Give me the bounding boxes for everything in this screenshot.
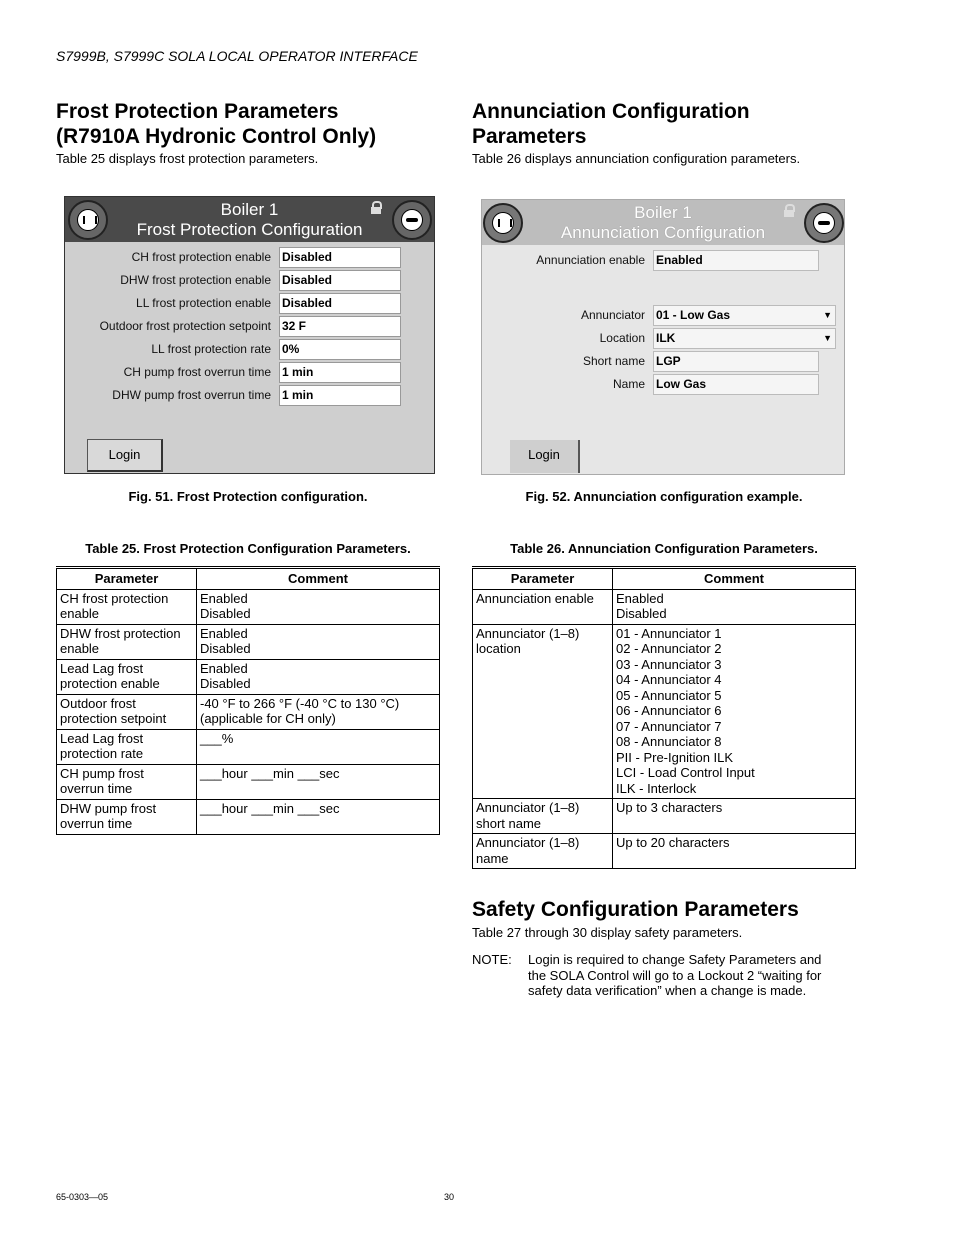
table-row — [57, 589, 440, 624]
cell-line: (applicable for CH only) — [200, 711, 336, 726]
screen-title-line2: Annunciation Configuration — [560, 223, 766, 242]
cell-line: name — [476, 850, 509, 866]
cell-line: protection rate — [60, 746, 144, 761]
note-line: Login is required to change Safety Parameters and — [528, 952, 822, 967]
annunciation-heading-line2: Parameters — [472, 125, 587, 148]
cell-line: CH pump frost — [60, 765, 144, 781]
table-26-caption: Table 26. Annunciation Configuration Parameters. — [510, 541, 818, 556]
ll-frost-enable-field[interactable]: Disabled — [279, 293, 401, 314]
cell-line: ___hour ___min ___sec — [200, 765, 340, 781]
frost-intro: Table 25 displays frost protection parameters. — [56, 151, 319, 166]
screen-title-line1: Boiler 1 — [634, 203, 692, 222]
ll-frost-rate-field[interactable]: 0% — [279, 339, 401, 360]
safety-heading: Safety Configuration Parameters — [472, 898, 799, 921]
dhw-frost-enable-field[interactable]: Disabled — [279, 270, 401, 291]
cell-line: short name — [476, 815, 542, 831]
note-line: safety data verification” when a change is made. — [528, 983, 807, 998]
cell-line: overrun time — [60, 781, 133, 796]
cell-line: enable — [60, 606, 100, 621]
lock-icon — [784, 204, 794, 216]
back-icon[interactable] — [392, 200, 432, 240]
cell-line: LCI - Load Control Input — [616, 765, 755, 780]
cell-line: DHW pump frost — [60, 800, 157, 816]
cell-line: Lead Lag frost — [60, 730, 144, 746]
cell-line: 02 - Annunciator 2 — [616, 641, 722, 656]
cell-line: enable — [60, 641, 100, 656]
cell-line: Annunciator (1–8) — [476, 835, 580, 850]
home-icon[interactable] — [68, 200, 108, 240]
cell-line: protection enable — [60, 676, 160, 691]
cell-line: Disabled — [616, 606, 667, 621]
annunciation-enable-field[interactable]: Enabled — [653, 250, 819, 271]
login-button[interactable]: Login — [87, 439, 163, 472]
table-row — [473, 834, 856, 869]
cell-line: protection setpoint — [60, 711, 167, 726]
cell-line: ___hour ___min ___sec — [200, 800, 340, 816]
screen-label: LL frost protection enable — [136, 296, 271, 310]
cell-line: Up to 3 characters — [616, 800, 723, 815]
cell-line: 03 - Annunciator 3 — [616, 656, 722, 672]
annunciator-dropdown[interactable]: 01 - Low Gas ▼ — [653, 305, 836, 326]
annunciation-heading — [472, 99, 750, 149]
cell-line: 01 - Annunciator 1 — [616, 625, 722, 641]
short-name-field[interactable]: LGP — [653, 351, 819, 372]
cell-line: Annunciation enable — [476, 590, 594, 606]
table-row — [57, 694, 440, 729]
screen-label: Name — [612, 377, 645, 391]
column-header: Parameter — [473, 568, 613, 590]
screen-title-line1: Boiler 1 — [220, 200, 279, 219]
dhw-pump-overrun-field[interactable]: 1 min — [279, 385, 401, 406]
table-row — [57, 799, 440, 834]
note-text — [528, 952, 858, 999]
cell-line: DHW frost protection — [60, 625, 181, 641]
screen-title — [125, 200, 374, 240]
screen-label: Short name — [582, 354, 645, 368]
screen-label: LL frost protection rate — [151, 342, 271, 356]
annunciation-intro: Table 26 displays annunciation configuration parameters. — [472, 151, 801, 166]
annunciation-parameters-table — [472, 566, 856, 869]
cell-line: ___% — [200, 730, 234, 746]
table-row — [57, 659, 440, 694]
cell-line: location — [476, 641, 521, 656]
ch-pump-overrun-field[interactable]: 1 min — [279, 362, 401, 383]
frost-protection-screen — [64, 196, 435, 474]
running-head: S7999B, S7999C SOLA LOCAL OPERATOR INTERFACE — [56, 48, 418, 64]
cell-line: Enabled — [200, 590, 248, 606]
cell-line: 06 - Annunciator 6 — [616, 703, 722, 718]
cell-line: 05 - Annunciator 5 — [616, 687, 722, 703]
figure-52-caption: Fig. 52. Annunciation configuration example. — [525, 489, 803, 504]
table-25-caption: Table 25. Frost Protection Configuration Parameters. — [85, 541, 411, 556]
annunciation-screen — [481, 199, 845, 475]
frost-heading-line1: Frost Protection Parameters — [56, 100, 339, 123]
frost-parameters-table — [56, 566, 440, 835]
cell-line: Up to 20 characters — [616, 835, 730, 850]
cell-line: ILK - Interlock — [616, 780, 697, 796]
cell-line: Disabled — [200, 641, 251, 656]
screen-label: CH pump frost overrun time — [123, 365, 271, 379]
name-field[interactable]: Low Gas — [653, 374, 819, 395]
cell-line: Enabled — [200, 625, 248, 641]
frost-heading — [56, 99, 376, 149]
screen-label: Annunciation enable — [536, 253, 645, 267]
figure-51-caption: Fig. 51. Frost Protection configuration. — [128, 489, 368, 504]
lock-icon — [371, 201, 381, 213]
note-label: NOTE: — [472, 952, 512, 967]
annunciation-heading-line1: Annunciation Configuration — [472, 100, 750, 123]
back-icon[interactable] — [804, 203, 844, 243]
cell-line: Outdoor frost — [60, 695, 136, 711]
cell-line: 08 - Annunciator 8 — [616, 734, 722, 749]
column-header: Parameter — [57, 568, 197, 590]
location-dropdown[interactable]: ILK ▼ — [653, 328, 836, 349]
note-line: the SOLA Control will go to a Lockout 2 “waiting for — [528, 967, 822, 983]
table-row — [57, 764, 440, 799]
outdoor-frost-setpoint-field[interactable]: 32 F — [279, 316, 401, 337]
screen-title-line2: Frost Protection Configuration — [136, 220, 363, 239]
screen-title — [542, 203, 784, 243]
frost-heading-line2: (R7910A Hydronic Control Only) — [56, 125, 377, 148]
cell-line: 04 - Annunciator 4 — [616, 672, 722, 687]
cell-line: PII - Pre-Ignition ILK — [616, 749, 734, 765]
table-row — [57, 624, 440, 659]
login-button[interactable]: Login — [510, 440, 580, 473]
cell-line: -40 °F to 266 °F (-40 °C to 130 °C) — [200, 695, 400, 711]
ch-frost-enable-field[interactable]: Disabled — [279, 247, 401, 268]
column-header: Comment — [197, 568, 440, 590]
cell-line: 07 - Annunciator 7 — [616, 718, 722, 734]
home-icon[interactable] — [483, 203, 523, 243]
cell-line: Lead Lag frost — [60, 660, 144, 676]
screen-label: CH frost protection enable — [131, 250, 271, 264]
screen-label: Outdoor frost protection setpoint — [99, 319, 271, 333]
screen-label: Location — [599, 331, 645, 345]
table-row — [473, 624, 856, 799]
column-header: Comment — [613, 568, 856, 590]
cell-line: Disabled — [200, 606, 251, 621]
cell-line: Annunciator (1–8) — [476, 800, 580, 815]
cell-line: Enabled — [200, 660, 248, 676]
table-row — [473, 589, 856, 624]
cell-line: Disabled — [200, 676, 251, 691]
cell-line: Enabled — [616, 590, 664, 606]
table-row — [57, 729, 440, 764]
screen-label: DHW frost protection enable — [120, 273, 271, 287]
screen-label: Annunciator — [580, 308, 645, 322]
safety-intro: Table 27 through 30 display safety parameters. — [472, 925, 743, 940]
document-number: 65-0303—05 — [56, 1192, 109, 1202]
table-row — [473, 799, 856, 834]
cell-line: overrun time — [60, 816, 133, 831]
screen-label: DHW pump frost overrun time — [112, 388, 271, 402]
cell-line: Annunciator (1–8) — [476, 625, 580, 641]
cell-line: CH frost protection — [60, 590, 169, 606]
page-number: 30 — [444, 1192, 455, 1202]
